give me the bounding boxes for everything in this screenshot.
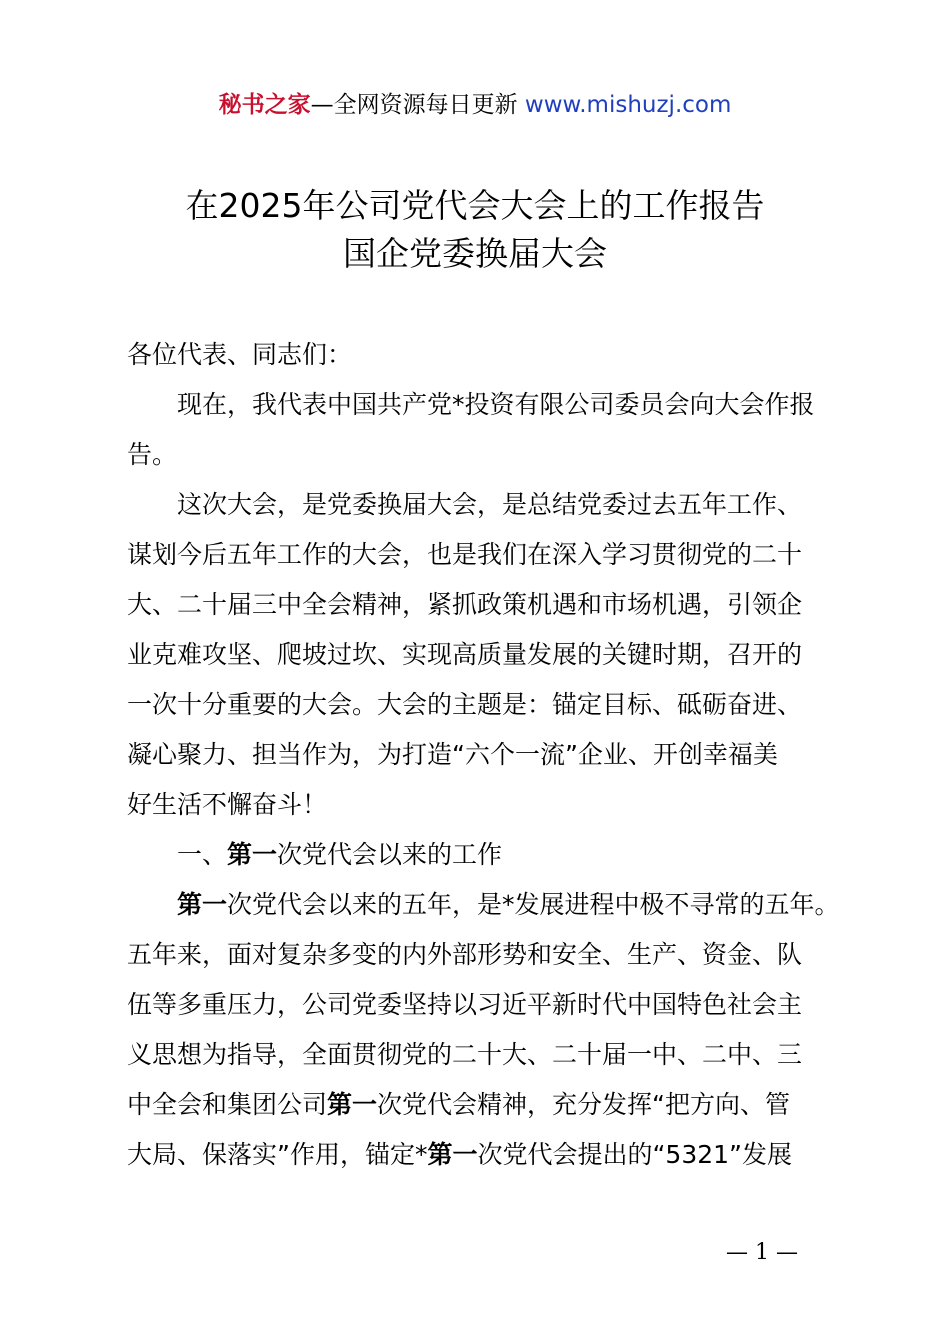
paragraph-line: 凝心聚力、担当作为，为打造“六个一流”企业、开创幸福美: [127, 740, 778, 769]
paragraph-line: 谋划今后五年工作的大会，也是我们在深入学习贯彻党的二十: [127, 540, 803, 569]
salutation: 各位代表、同志们：: [127, 340, 353, 369]
paragraph-line: [127, 1080, 837, 1130]
heading-rest: 次党代会以来的工作: [277, 840, 503, 869]
section-heading: [127, 830, 837, 880]
heading-bold: 第一: [227, 840, 278, 869]
emphasis: 第一: [427, 1140, 478, 1169]
document-title: 在2025年公司党代会大会上的工作报告: [185, 186, 765, 225]
site-header: [0, 88, 950, 122]
header-slogan: —全网资源每日更新: [310, 92, 518, 118]
paragraph-line: 大、二十届三中全会精神，紧抓政策机遇和市场机遇，引领企: [127, 590, 803, 619]
paragraph-3: [127, 880, 840, 1180]
paragraph-line: 五年来，面对复杂多变的内外部形势和安全、生产、资金、队: [127, 940, 803, 969]
paragraph-1: [127, 380, 837, 480]
paragraph-line: 一次十分重要的大会。大会的主题是：锚定目标、砥砺奋进、: [127, 690, 803, 719]
paragraph-line: [127, 880, 840, 930]
paragraph-2: [127, 480, 837, 830]
heading-prefix: 一、: [177, 840, 228, 869]
heading-line: [127, 830, 837, 880]
paragraph-line: [127, 1130, 837, 1180]
text-run: 中全会和集团公司: [127, 1090, 328, 1119]
paragraph-line: 义思想为指导，全面贯彻党的二十大、二十届一中、二中、三: [127, 1040, 803, 1069]
text-run: 次党代会提出的“5321”发展: [477, 1140, 792, 1169]
page-number: — 1 —: [726, 1240, 798, 1265]
paragraph-line: 现在，我代表中国共产党*投资有限公司委员会向大会作报: [177, 390, 815, 419]
paragraph-line: 业克难攻坚、爬坡过坎、实现高质量发展的关键时期，召开的: [127, 640, 803, 669]
site-url-link[interactable]: www.mishuzj.com: [524, 92, 732, 118]
text-run: 次党代会以来的五年，是*发展进程中极不寻常的五年。: [227, 890, 840, 919]
paragraph-line: 好生活不懈奋斗！: [127, 790, 328, 819]
emphasis: 第一: [327, 1090, 378, 1119]
paragraph-line: 告。: [127, 440, 178, 469]
brand-name: 秘书之家: [218, 92, 311, 118]
document-subtitle: 国企党委换届大会: [343, 234, 607, 273]
text-run: 大局、保落实”作用，锚定*: [127, 1140, 428, 1169]
emphasis: 第一: [177, 890, 228, 919]
paragraph-line: 这次大会，是党委换届大会，是总结党委过去五年工作、: [177, 490, 803, 519]
text-run: 次党代会精神，充分发挥“把方向、管: [377, 1090, 790, 1119]
paragraph-line: 伍等多重压力，公司党委坚持以习近平新时代中国特色社会主: [127, 990, 803, 1019]
